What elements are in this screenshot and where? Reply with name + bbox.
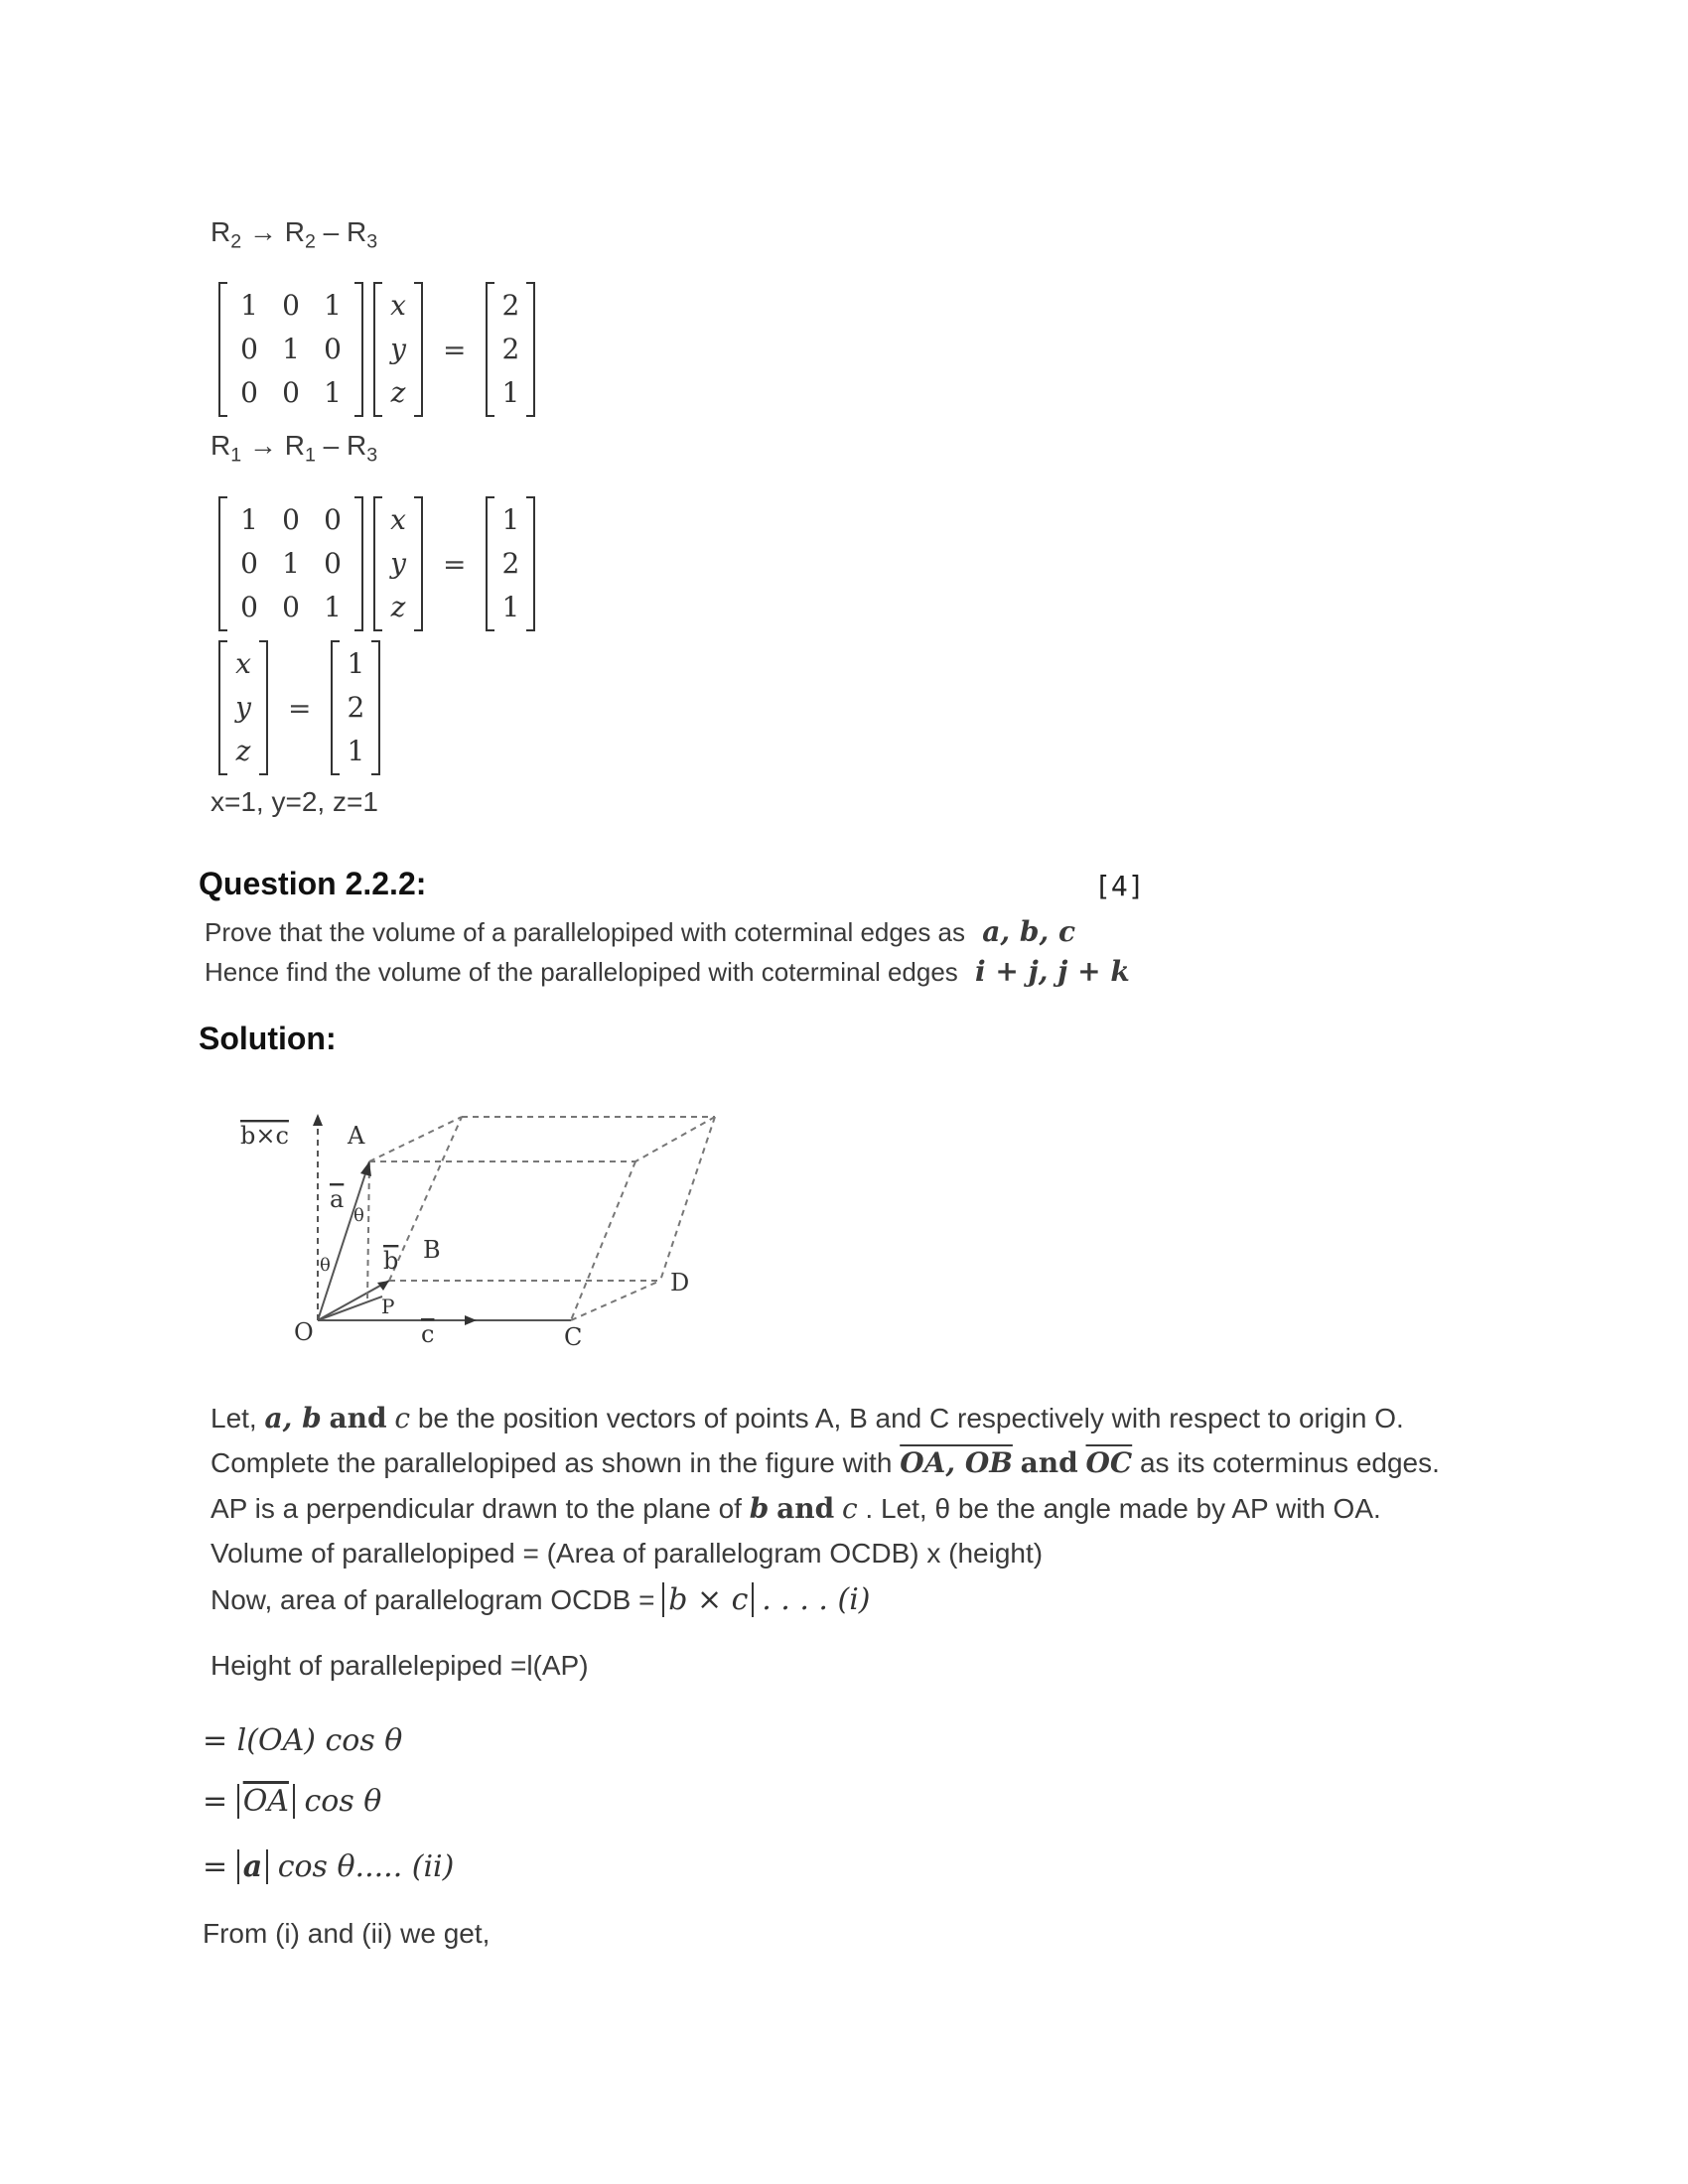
solution-line-4: Volume of parallelopiped = (Area of parallelogram OCDB) x (height) — [211, 1538, 1044, 1569]
math-a-b: a, b — [264, 1402, 322, 1434]
arrowhead — [465, 1315, 477, 1325]
label-origin-O: O — [294, 1318, 314, 1346]
matrix-cell: 1 — [282, 547, 300, 580]
math-b-cross-c: b × c — [662, 1582, 754, 1617]
matrix-equation-1 — [218, 282, 545, 417]
question-line-1: Prove that the volume of a parallelopiped with coterminal edges as a, b, c — [205, 915, 1075, 948]
question-marks: [4] — [1094, 870, 1145, 902]
matrix-cell: 1 — [347, 735, 365, 767]
matrix-cell: 0 — [324, 547, 342, 580]
label-theta-2: θ — [320, 1255, 331, 1276]
label-point-P: P — [381, 1295, 395, 1318]
label-b-cross-c: b×c — [240, 1122, 289, 1150]
matrix-cell: 1 — [324, 376, 342, 409]
equals-sign: = — [443, 333, 467, 366]
edge-line — [369, 1117, 462, 1161]
question-line-1-math: a, b, c — [982, 915, 1075, 948]
variable-vector — [218, 640, 268, 775]
perpendicular-line — [367, 1161, 369, 1300]
edge-line — [635, 1117, 715, 1161]
solution-vector — [331, 640, 380, 775]
matrix-cell: z — [390, 376, 406, 409]
vector-p-line — [318, 1297, 382, 1320]
matrix-cell: y — [235, 691, 251, 724]
matrix-cell: 0 — [240, 591, 258, 623]
solution-line-2: Complete the parallelopiped as shown in the figure with OA, OB and $\overline{OC}$ as its coterminus edges. — [211, 1446, 1440, 1479]
edge-line — [660, 1117, 715, 1281]
matrix-cell: 0 — [282, 503, 300, 536]
coefficient-matrix — [218, 496, 363, 631]
matrix-cell: x — [235, 647, 251, 680]
math-oc: $\overline{OC}$ — [1085, 1446, 1133, 1479]
matrix-cell: z — [390, 591, 406, 623]
equation-height-1: = l(OA) cos θ — [203, 1723, 403, 1758]
math-b: b — [749, 1492, 770, 1525]
parallelopiped-figure — [238, 1102, 735, 1360]
matrix-cell: 1 — [240, 289, 258, 322]
matrix-cell: y — [390, 547, 406, 580]
label-point-D: D — [670, 1269, 690, 1297]
matrix-cell: 1 — [240, 503, 258, 536]
matrix-cell: 0 — [240, 376, 258, 409]
matrix-cell: 0 — [240, 547, 258, 580]
solution-line-3: AP is a perpendicular drawn to the plane of b and c . Let, θ be the angle made by AP with OA. — [211, 1492, 1381, 1525]
solution-title: Solution: — [199, 1021, 337, 1056]
constant-vector — [486, 282, 535, 417]
coefficient-matrix — [218, 282, 363, 417]
matrix-equation-3 — [218, 640, 390, 775]
math-label-i: . . . . (i) — [762, 1582, 871, 1617]
label-point-A: A — [348, 1122, 365, 1150]
matrix-cell: 0 — [324, 503, 342, 536]
solution-line-5: Now, area of parallelogram OCDB = b × c . . . . (i) — [211, 1582, 871, 1617]
solution-line-1: Let, a, b and c be the position vectors of points A, B and C respectively with respect to origin O. — [211, 1402, 1404, 1434]
matrix-cell: 2 — [501, 289, 520, 322]
result-text: x=1, y=2, z=1 — [211, 786, 378, 817]
label-vector-a: a — [330, 1185, 345, 1213]
arrowhead — [313, 1114, 323, 1126]
matrix-cell: 1 — [282, 333, 300, 365]
matrix-equation-2 — [218, 496, 545, 631]
matrix-cell: 1 — [501, 503, 520, 536]
matrix-cell: 1 — [347, 647, 365, 680]
matrix-cell: y — [390, 333, 406, 365]
label-theta-1: θ — [353, 1205, 364, 1226]
equals-sign: = — [288, 691, 312, 725]
matrix-cell: 0 — [324, 333, 342, 365]
matrix-cell: 0 — [240, 333, 258, 365]
matrix-cell: 0 — [282, 289, 300, 322]
label-vector-c: c — [421, 1320, 435, 1348]
matrix-cell: 2 — [501, 547, 520, 580]
matrix-cell: 1 — [324, 591, 342, 623]
question-title: Question 2.2.2: — [199, 866, 427, 901]
equation-height-2: = $\overline{OA}$ cos θ — [203, 1784, 382, 1819]
matrix-cell: x — [390, 289, 406, 322]
constant-vector — [486, 496, 535, 631]
label-vector-b: b — [383, 1247, 399, 1275]
matrix-cell: z — [235, 735, 251, 767]
matrix-cell: 1 — [501, 376, 520, 409]
row-operation-2: $R_1 \to R_1 - R_3$ — [211, 430, 378, 467]
variable-vector — [373, 282, 423, 417]
variable-vector — [373, 496, 423, 631]
matrix-cell: 0 — [282, 591, 300, 623]
label-point-C: C — [564, 1323, 583, 1351]
solution-line-7: From (i) and (ii) we get, — [203, 1918, 491, 1949]
matrix-cell: 0 — [282, 376, 300, 409]
math-oa-ob: OA, OB — [900, 1446, 1013, 1479]
matrix-cell: 2 — [501, 333, 520, 365]
equation-height-3: = a cos θ..... (ii) — [203, 1849, 455, 1884]
question-line-2: Hence find the volume of the parallelopiped with coterminal edges i + j, j + k — [205, 955, 1130, 988]
equals-sign: = — [443, 547, 467, 581]
math-c: c — [841, 1492, 858, 1525]
matrix-cell: 1 — [324, 289, 342, 322]
matrix-cell: 2 — [347, 691, 365, 724]
solution-line-6: Height of parallelepiped =l(AP) — [211, 1650, 589, 1681]
question-line-2-math: i + j, j + k — [975, 955, 1130, 988]
row-operation-1: $R_2 \to R_2 - R_3$ — [211, 216, 378, 253]
math-c: c — [394, 1402, 411, 1434]
label-point-B: B — [423, 1236, 441, 1264]
matrix-cell: 1 — [501, 591, 520, 623]
matrix-cell: x — [390, 503, 406, 536]
